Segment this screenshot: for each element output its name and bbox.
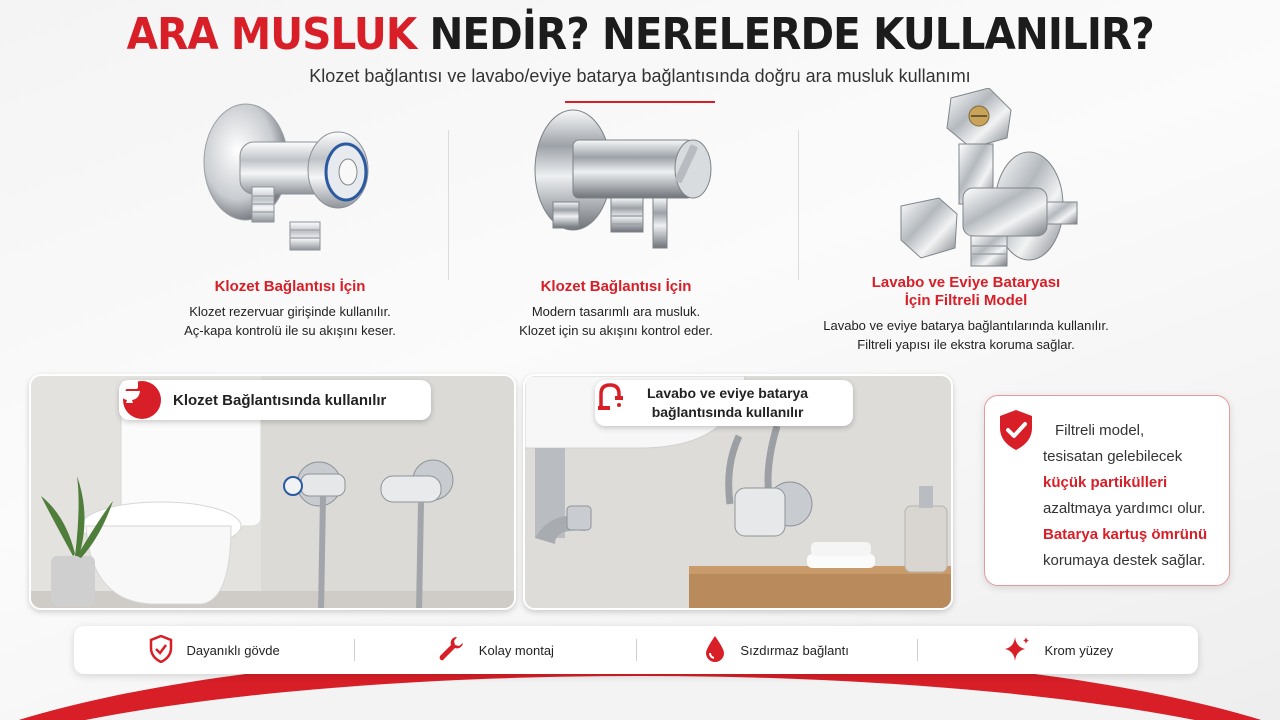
info-line-3: küçük partikülleri xyxy=(1043,474,1168,491)
info-line-2: tesisatan gelebilecek xyxy=(1043,448,1183,465)
sparkle-icon xyxy=(1003,635,1031,666)
shield-check-icon xyxy=(997,408,1035,457)
sink-usage-text-line-1: Lavabo ve eviye batarya xyxy=(647,385,809,401)
product-card-1 xyxy=(120,92,460,340)
shield-icon xyxy=(149,635,173,666)
product-2-title: Klozet Bağlantısı İçin xyxy=(540,278,692,295)
product-1-description xyxy=(120,302,460,340)
header xyxy=(0,8,1280,103)
angle-valve-image-2 xyxy=(501,92,731,272)
feature-chrome xyxy=(918,635,1198,666)
sink-usage-text-line-2: bağlantısında kullanılır xyxy=(651,404,804,420)
sink-usage-text xyxy=(647,384,808,422)
product-2-desc-line-1: Modern tasarımlı ara musluk. xyxy=(531,304,701,319)
product-3-title-line-1: Lavabo ve Eviye Bataryası xyxy=(871,274,1061,291)
product-1-desc-line-2: Aç-kapa kontrolü ile su akışını keser. xyxy=(184,323,396,338)
product-3-title-line-2: İçin Filtreli Model xyxy=(904,292,1028,309)
product-2-description xyxy=(446,302,786,340)
feature-easy-install xyxy=(355,635,635,666)
info-line-6: korumaya destek sağlar. xyxy=(1043,552,1206,569)
product-1-desc-line-1: Klozet rezervuar girişinde kullanılır. xyxy=(189,304,391,319)
feature-easy-install-label: Kolay montaj xyxy=(478,642,554,658)
angle-valve-image-1 xyxy=(180,92,400,272)
product-3-description xyxy=(796,316,1136,354)
filtered-valve-image xyxy=(851,88,1081,278)
filter-info-text xyxy=(1043,418,1207,574)
title-red-part: ARA MUSLUK xyxy=(126,9,417,60)
product-3-desc-line-2: Filtreli yapısı ile ekstra koruma sağlar. xyxy=(857,337,1075,352)
feature-bar xyxy=(74,626,1198,674)
toilet-photo xyxy=(29,374,516,610)
feature-leakproof-label: Sızdırmaz bağlantı xyxy=(740,642,849,658)
water-drop-icon xyxy=(704,635,726,666)
info-line-5: Batarya kartuş ömrünü xyxy=(1043,526,1208,543)
info-line-4: azaltmaya yardımcı olur. xyxy=(1043,500,1206,517)
feature-durable-label: Dayanıklı gövde xyxy=(186,642,280,658)
product-card-3 xyxy=(796,92,1136,354)
product-1-title: Klozet Bağlantısı İçin xyxy=(214,278,366,295)
toilet-usage-text: Klozet Bağlantısında kullanılır xyxy=(173,391,387,409)
sink-usage-label xyxy=(595,380,853,426)
feature-chrome-label: Krom yüzey xyxy=(1044,642,1114,658)
product-2-desc-line-2: Klozet için su akışını kontrol eder. xyxy=(519,323,713,338)
feature-leakproof xyxy=(637,635,917,666)
product-3-desc-line-1: Lavabo ve eviye batarya bağlantılarında kullanılır. xyxy=(823,318,1109,333)
toilet-icon xyxy=(123,381,161,419)
filter-info-card xyxy=(984,395,1230,586)
info-line-1: Filtreli model, xyxy=(1055,422,1145,439)
sink-photo xyxy=(523,374,953,610)
toilet-usage-label xyxy=(119,380,431,420)
product-3-title xyxy=(796,274,1136,310)
page-title xyxy=(126,8,1153,62)
faucet-icon xyxy=(599,384,637,422)
feature-durable xyxy=(74,635,354,666)
wrench-icon xyxy=(437,635,465,666)
product-card-2 xyxy=(446,92,786,340)
title-dark-part: NEDİR? NERELERDE KULLANILIR? xyxy=(429,9,1154,60)
page-subtitle: Klozet bağlantısı ve lavabo/eviye batarya bağlantısında doğru ara musluk kullanımı xyxy=(309,66,971,86)
